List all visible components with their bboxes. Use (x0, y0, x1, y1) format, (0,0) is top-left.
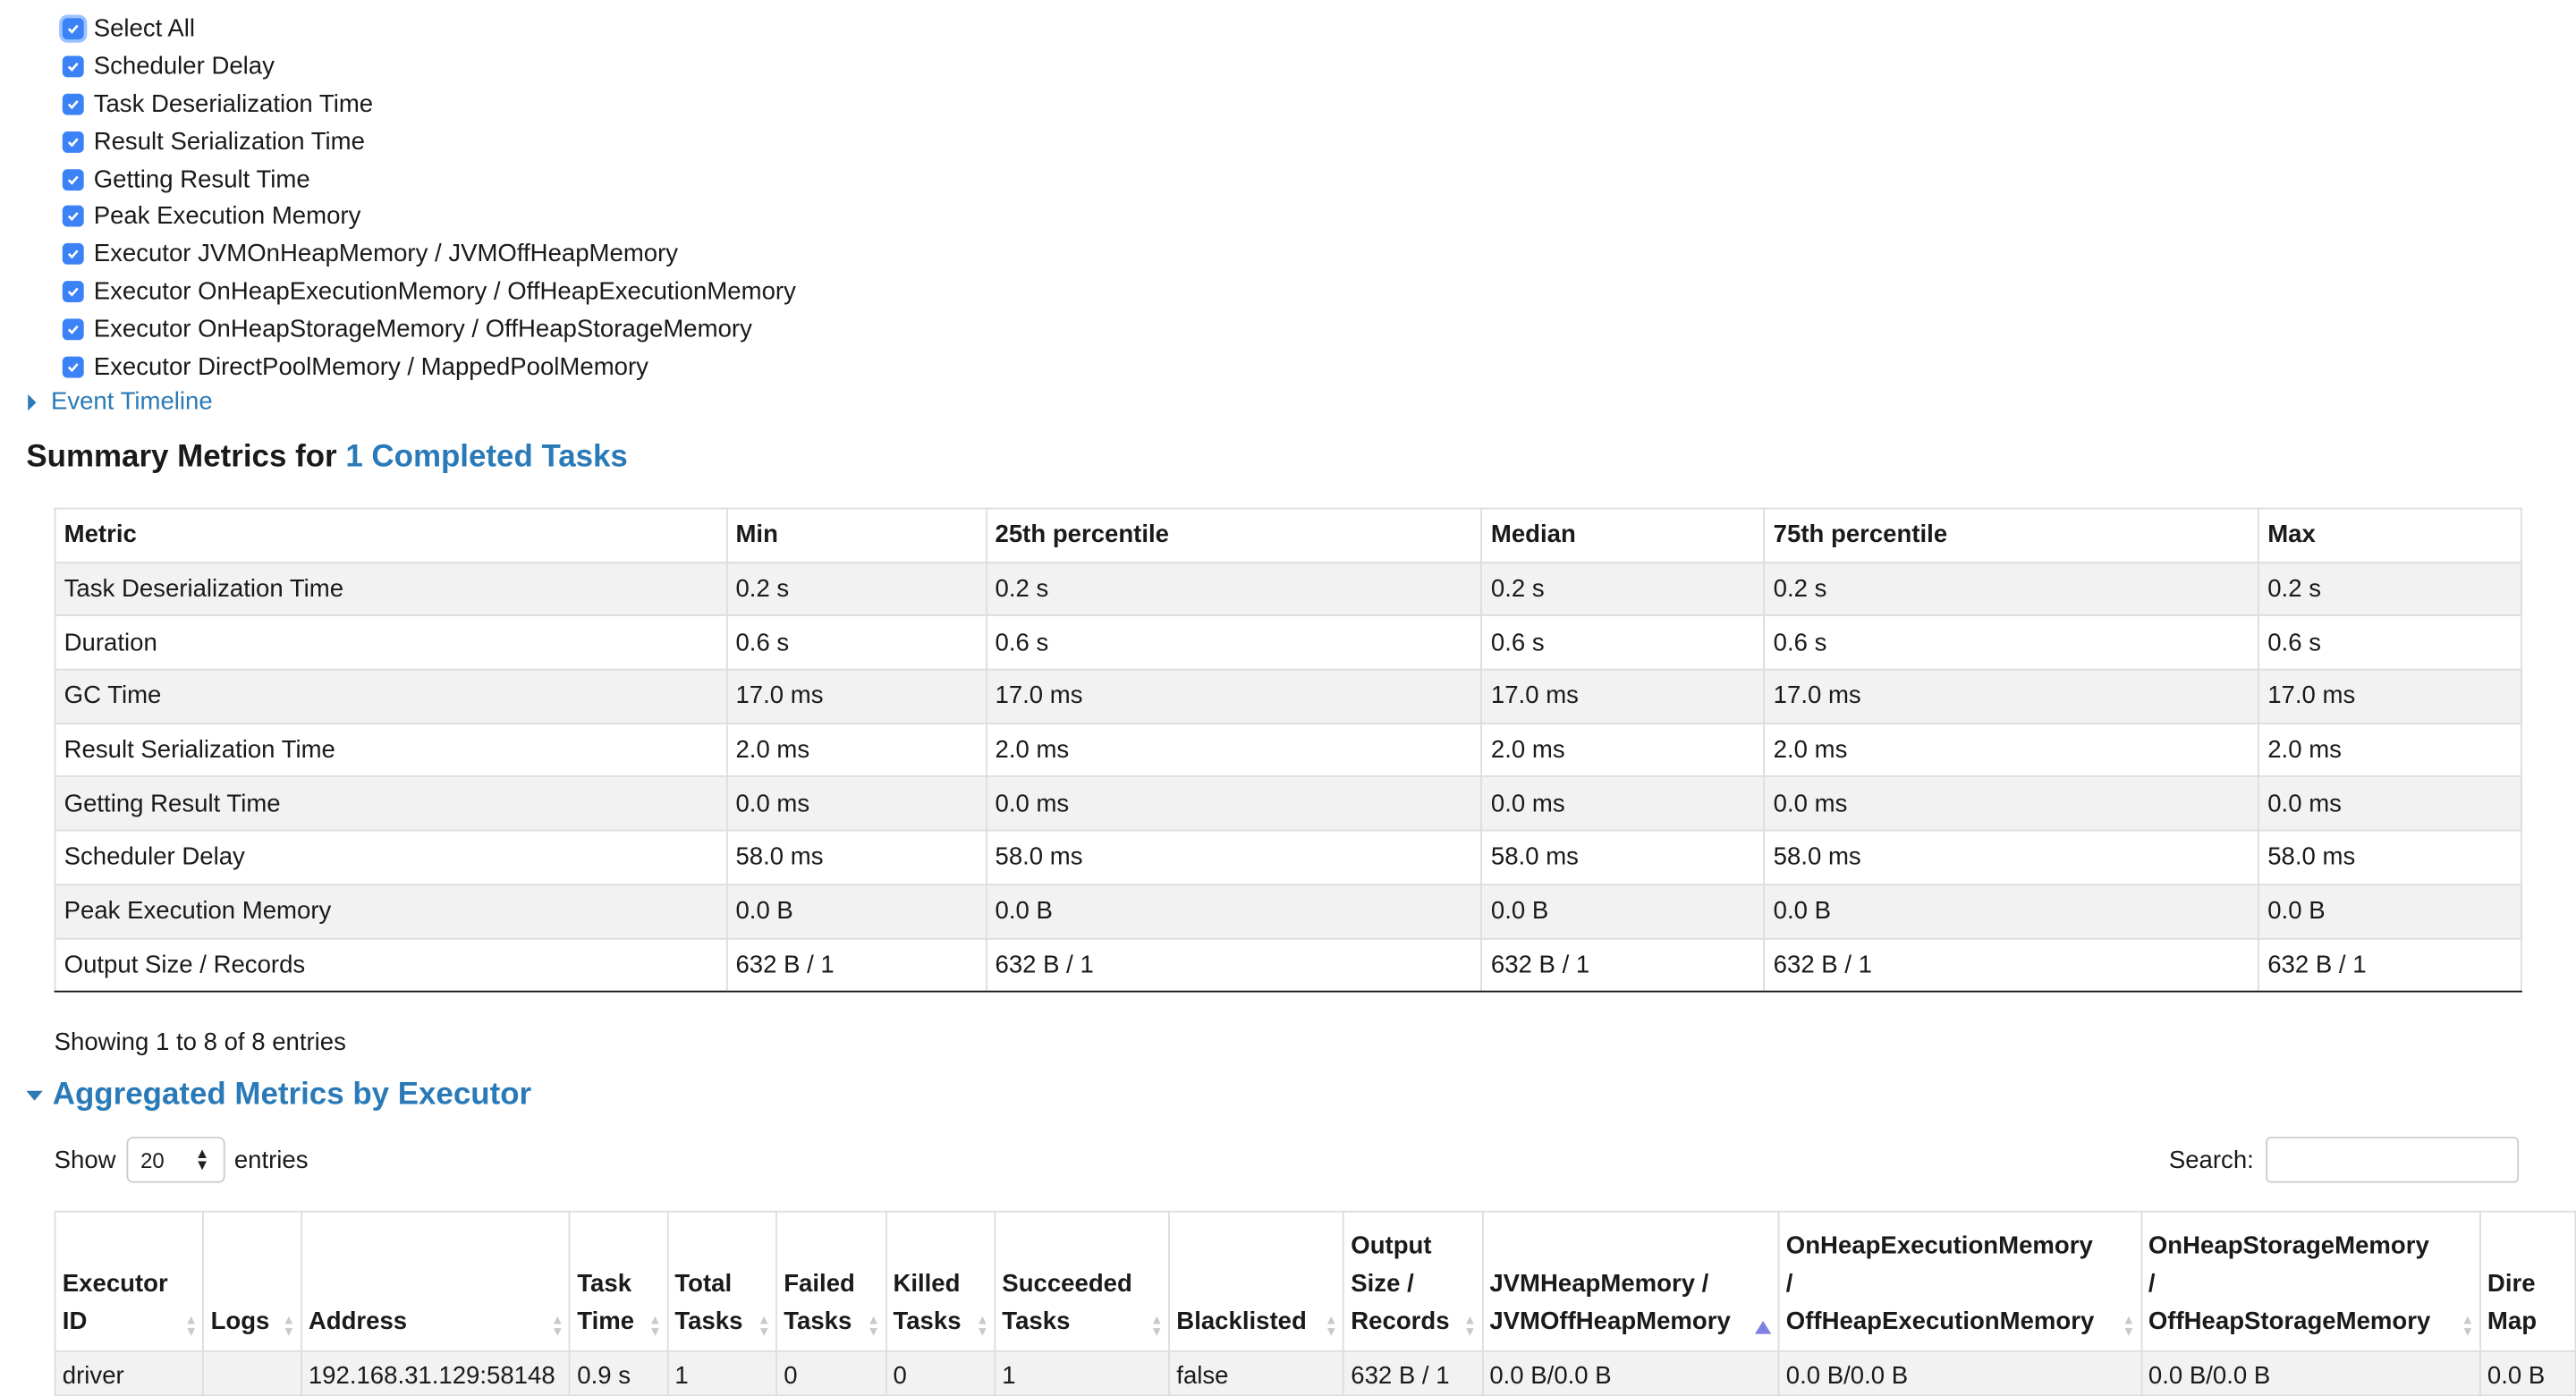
table-row (55, 938, 2521, 992)
header-line: OnHeapExecutionMemory (1785, 1231, 2093, 1260)
table-row (55, 884, 2521, 938)
sortable-column-header[interactable] (2141, 1212, 2480, 1351)
checkbox-jvm-memory[interactable] (63, 235, 796, 273)
header-line: Failed (784, 1270, 855, 1299)
check-icon[interactable] (63, 357, 84, 378)
header-line (63, 1227, 196, 1265)
sort-icon: ▲ ▼ (2461, 1312, 2475, 1340)
header-line: Dire (2487, 1270, 2536, 1299)
aggregated-metrics-toggle[interactable] (26, 1078, 531, 1113)
metric-value-cell: 0.0 B (1765, 884, 2259, 938)
metric-value-cell: 58.0 ms (1482, 831, 1765, 884)
column-header: 75th percentile (1765, 509, 2259, 563)
header-line (1176, 1265, 1335, 1302)
column-header: Min (726, 509, 986, 563)
completed-tasks-link[interactable]: 1 Completed Tasks (345, 440, 628, 475)
header-line: / (2148, 1270, 2156, 1299)
sort-ascending-icon (1755, 1321, 1771, 1334)
metric-value-cell: 2.0 ms (726, 723, 986, 777)
table-row (55, 670, 2521, 723)
metric-value-cell: 58.0 ms (726, 831, 986, 884)
metric-name-cell: Scheduler Delay (55, 831, 727, 884)
checkbox-label: Scheduler Delay (93, 52, 275, 80)
header-line: Total (674, 1270, 733, 1299)
select-arrows-icon: ▲ ▼ (194, 1145, 210, 1173)
metric-value-cell: 58.0 ms (1765, 831, 2259, 884)
header-line: OnHeapStorageMemory (2148, 1231, 2429, 1260)
header-line (2487, 1227, 2568, 1265)
metric-value-cell: 0.6 s (726, 616, 986, 670)
executor-cell: 0.0 B (2480, 1351, 2576, 1396)
check-icon[interactable] (63, 206, 84, 227)
summary-heading (26, 440, 627, 476)
metric-value-cell: 17.0 ms (726, 670, 986, 723)
header-line: OffHeapExecutionMemory (1785, 1307, 2095, 1336)
header-line: JVMOffHeapMemory (1489, 1307, 1731, 1336)
search-input[interactable] (2266, 1137, 2519, 1182)
column-header: Metric (55, 509, 727, 563)
checkbox-label: Peak Execution Memory (93, 202, 361, 231)
sort-icon: ▲ ▼ (648, 1312, 662, 1340)
header-line: Killed (893, 1270, 961, 1299)
column-header: 25th percentile (986, 509, 1481, 563)
metric-value-cell: 632 B / 1 (726, 938, 986, 992)
table-row (55, 616, 2521, 670)
metric-value-cell: 632 B / 1 (1765, 938, 2259, 992)
executor-cell: false (1169, 1351, 1343, 1396)
sort-icon: ▲ ▼ (1463, 1312, 1477, 1340)
sort-icon: ▲ ▼ (184, 1312, 198, 1340)
checkbox-label: Executor OnHeapExecutionMemory / OffHeapExecutionMemory (93, 277, 796, 306)
metric-value-cell: 632 B / 1 (2258, 938, 2521, 992)
sortable-column-header[interactable] (1779, 1212, 2141, 1351)
metric-value-cell: 0.0 ms (1765, 777, 2259, 831)
header-line: Size / (1351, 1270, 1414, 1299)
summary-metrics-table (55, 508, 2522, 993)
metric-value-cell: 0.0 ms (1482, 777, 1765, 831)
sortable-column-header[interactable] (2480, 1212, 2576, 1351)
metric-value-cell: 0.2 s (1765, 563, 2259, 616)
metric-value-cell: 0.6 s (2258, 616, 2521, 670)
metric-value-cell: 632 B / 1 (1482, 938, 1765, 992)
executor-cell: 0.0 B/0.0 B (1482, 1351, 1778, 1396)
metric-value-cell: 0.0 ms (726, 777, 986, 831)
search-control (2169, 1137, 2519, 1182)
search-label: Search: (2168, 1146, 2254, 1174)
metric-value-cell: 58.0 ms (986, 831, 1481, 884)
executor-cell: driver (55, 1351, 204, 1396)
checkbox-label: Executor DirectPoolMemory / MappedPoolMemory (93, 352, 648, 382)
sortable-column-header[interactable] (55, 1212, 204, 1351)
check-icon[interactable] (63, 168, 84, 190)
metric-value-cell: 632 B / 1 (986, 938, 1481, 992)
checkbox-result-serialization-time[interactable] (63, 123, 796, 160)
check-icon[interactable] (63, 18, 84, 39)
metric-name-cell: GC Time (55, 670, 727, 723)
metric-value-cell: 0.0 ms (2258, 777, 2521, 831)
page-size-value: 20 (140, 1147, 165, 1172)
checkbox-peak-execution-memory[interactable] (63, 198, 796, 235)
table-row (55, 563, 2521, 616)
event-timeline-link[interactable]: Event Timeline (50, 387, 213, 416)
aggregated-metrics-heading[interactable]: Aggregated Metrics by Executor (52, 1078, 532, 1113)
metric-name-cell: Getting Result Time (55, 777, 727, 831)
metric-value-cell: 17.0 ms (1482, 670, 1765, 723)
header-line: Tasks (784, 1307, 852, 1336)
table-row (55, 777, 2521, 831)
checkbox-label: Select All (93, 14, 196, 43)
header-line (577, 1227, 660, 1265)
header-line: Address (308, 1307, 408, 1336)
header-line (1176, 1227, 1335, 1265)
checkbox-label: Task Deserialization Time (93, 89, 374, 118)
sortable-column-header[interactable] (776, 1212, 886, 1351)
sortable-column-header[interactable] (203, 1212, 301, 1351)
metric-value-cell: 58.0 ms (2258, 831, 2521, 884)
header-line (211, 1227, 294, 1265)
header-line: JVMHeapMemory / (1489, 1270, 1709, 1299)
header-line: Blacklisted (1176, 1307, 1307, 1336)
check-icon[interactable] (63, 93, 84, 114)
metric-name-cell: Peak Execution Memory (55, 884, 727, 938)
executor-cell: 0.0 B/0.0 B (1779, 1351, 2141, 1396)
table-row (55, 831, 2521, 884)
header-line (1002, 1227, 1161, 1265)
sort-icon: ▲ ▼ (282, 1312, 296, 1340)
showing-entries-text: Showing 1 to 8 of 8 entries (54, 1028, 346, 1057)
sortable-column-header[interactable] (667, 1212, 776, 1351)
sortable-column-header[interactable] (995, 1212, 1169, 1351)
metric-value-cell: 0.0 B (726, 884, 986, 938)
summary-heading-prefix: Summary Metrics for (26, 440, 346, 475)
executor-cell: 0.9 s (570, 1351, 667, 1396)
header-line: Succeeded (1002, 1270, 1132, 1299)
header-line: Executor (62, 1270, 168, 1299)
sort-icon: ▲ ▼ (2122, 1312, 2136, 1340)
executor-cell: 0 (886, 1351, 995, 1396)
metric-value-cell: 0.0 B (986, 884, 1481, 938)
metric-value-cell: 0.0 B (2258, 884, 2521, 938)
checkbox-select-all[interactable] (63, 10, 796, 47)
header-line: Records (1351, 1307, 1450, 1336)
checkbox-scheduler-delay[interactable] (63, 47, 796, 85)
caret-right-icon (28, 393, 36, 410)
check-icon[interactable] (63, 243, 84, 265)
metric-value-cell: 17.0 ms (2258, 670, 2521, 723)
metric-value-cell: 2.0 ms (1482, 723, 1765, 777)
column-header: Median (1482, 509, 1765, 563)
checkbox-storage-memory[interactable] (63, 310, 796, 348)
sort-icon: ▲ ▼ (551, 1312, 564, 1340)
header-line: ID (62, 1307, 88, 1336)
executor-cell: 0 (776, 1351, 886, 1396)
metric-value-cell: 0.2 s (2258, 563, 2521, 616)
metric-value-cell: 0.6 s (986, 616, 1481, 670)
checkbox-execution-memory[interactable] (63, 273, 796, 310)
header-line: OffHeapStorageMemory (2148, 1307, 2431, 1336)
header-line: Logs (210, 1307, 270, 1336)
header-line: Tasks (893, 1307, 962, 1336)
executor-cell: 1 (995, 1351, 1169, 1396)
page-size-select[interactable] (126, 1137, 225, 1182)
metric-value-cell: 2.0 ms (2258, 723, 2521, 777)
executor-cell (203, 1351, 301, 1396)
metric-name-cell: Result Serialization Time (55, 723, 727, 777)
sortable-column-header[interactable] (570, 1212, 667, 1351)
entries-label: entries (233, 1146, 309, 1174)
sortable-column-header[interactable] (886, 1212, 995, 1351)
metric-value-cell: 0.2 s (1482, 563, 1765, 616)
header-line (309, 1227, 563, 1265)
metric-value-cell: 0.6 s (1765, 616, 2259, 670)
sortable-column-header[interactable] (1169, 1212, 1343, 1351)
header-line: Tasks (674, 1307, 743, 1336)
checkbox-getting-result-time[interactable] (63, 160, 796, 198)
metric-name-cell: Task Deserialization Time (55, 563, 727, 616)
header-line: Map (2487, 1307, 2538, 1336)
check-icon[interactable] (63, 318, 84, 340)
metric-value-cell: 17.0 ms (1765, 670, 2259, 723)
sort-icon: ▲ ▼ (757, 1312, 771, 1340)
checkbox-task-deserialization-time[interactable] (63, 85, 796, 123)
column-header: Max (2258, 509, 2521, 563)
header-line: Time (577, 1307, 635, 1336)
checkbox-label: Executor JVMOnHeapMemory / JVMOffHeapMemory (93, 240, 679, 268)
page-length-control (55, 1137, 309, 1182)
header-line (893, 1227, 987, 1265)
sort-icon: ▲ ▼ (1325, 1312, 1338, 1340)
check-icon[interactable] (63, 55, 84, 77)
sortable-column-header[interactable] (1343, 1212, 1482, 1351)
sortable-column-header[interactable] (1482, 1212, 1778, 1351)
event-timeline-toggle[interactable] (28, 388, 212, 416)
metric-name-cell: Duration (55, 616, 727, 670)
table-row (55, 723, 2521, 777)
executor-cell: 0.0 B/0.0 B (2141, 1351, 2480, 1396)
header-line: Tasks (1002, 1307, 1071, 1336)
check-icon[interactable] (63, 281, 84, 302)
checkbox-label: Getting Result Time (93, 165, 310, 193)
check-icon[interactable] (63, 131, 84, 152)
header-line: / (1785, 1270, 1793, 1299)
metric-value-cell: 0.2 s (726, 563, 986, 616)
metric-value-cell: 0.0 ms (986, 777, 1481, 831)
metric-value-cell: 2.0 ms (986, 723, 1481, 777)
header-line (309, 1265, 563, 1302)
header-line (674, 1227, 768, 1265)
sort-icon: ▲ ▼ (867, 1312, 880, 1340)
sort-icon: ▲ ▼ (1150, 1312, 1164, 1340)
header-line (211, 1265, 294, 1302)
executor-metrics-table (55, 1211, 2576, 1396)
executor-cell: 632 B / 1 (1343, 1351, 1482, 1396)
sortable-column-header[interactable] (301, 1212, 570, 1351)
header-line (1489, 1227, 1771, 1265)
metric-value-cell: 0.2 s (986, 563, 1481, 616)
metric-value-cell: 0.0 B (1482, 884, 1765, 938)
executor-cell: 192.168.31.129:58148 (301, 1351, 570, 1396)
table-row[interactable] (55, 1351, 2576, 1396)
metric-value-cell: 0.6 s (1482, 616, 1765, 670)
checkbox-label: Executor OnHeapStorageMemory / OffHeapStorageMemory (93, 315, 752, 344)
header-line: Output (1351, 1231, 1432, 1260)
caret-down-icon (26, 1091, 42, 1101)
executor-cell: 1 (667, 1351, 776, 1396)
metric-name-cell: Output Size / Records (55, 938, 727, 992)
metric-value-cell: 2.0 ms (1765, 723, 2259, 777)
metric-checkbox-list (63, 10, 796, 386)
show-label: Show (54, 1146, 116, 1174)
header-line: Task (577, 1270, 632, 1299)
checkbox-pool-memory[interactable] (63, 348, 796, 385)
metric-value-cell: 17.0 ms (986, 670, 1481, 723)
checkbox-label: Result Serialization Time (93, 127, 365, 156)
header-line (784, 1227, 878, 1265)
sort-icon: ▲ ▼ (976, 1312, 989, 1340)
